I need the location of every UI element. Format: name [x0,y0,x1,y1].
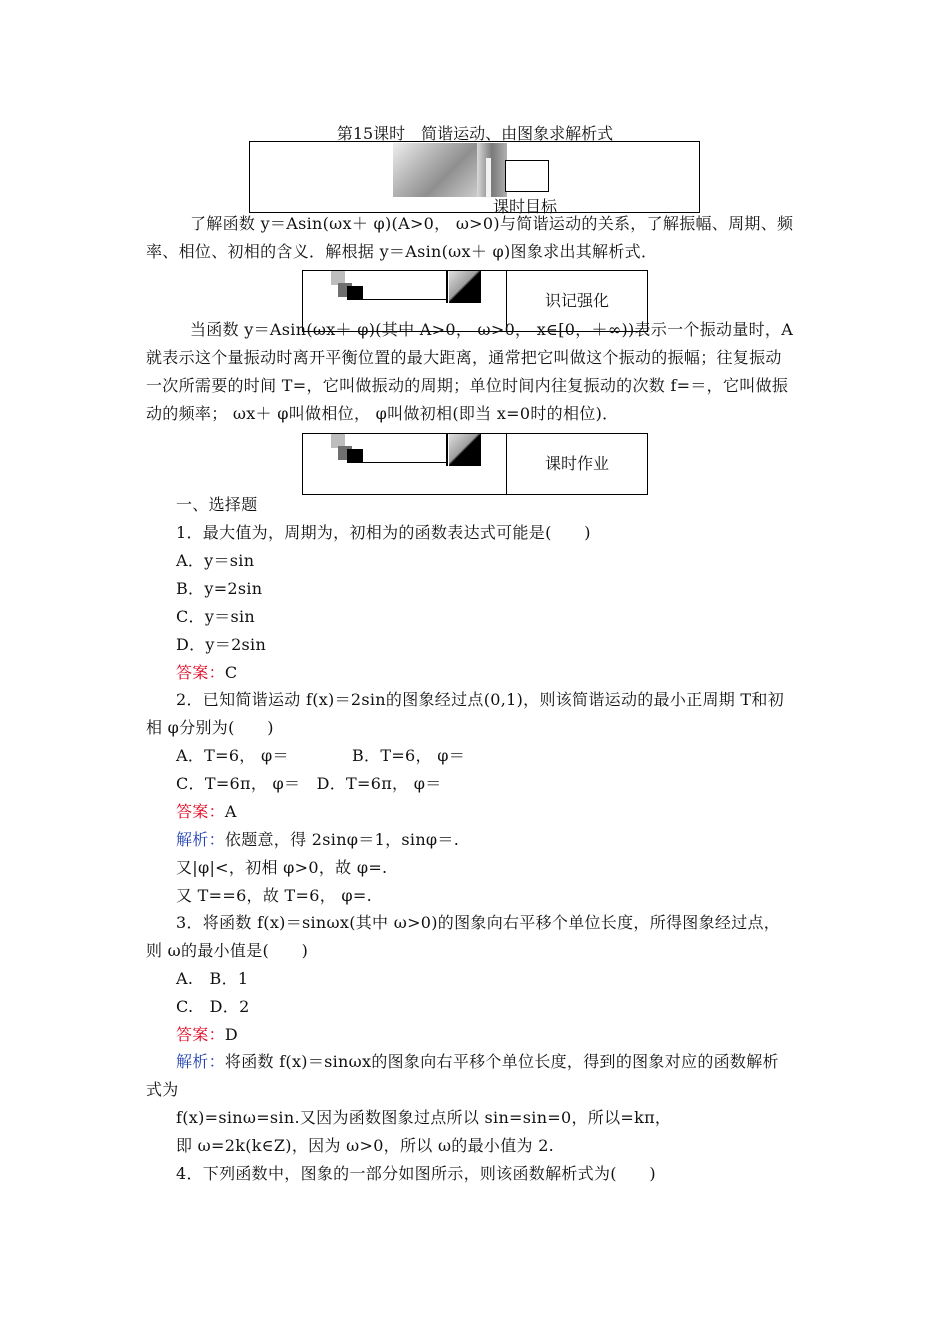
memo-line-4: 动的频率； ωx＋ φ叫做相位， φ叫做初相(即当 x=0时的相位)． [146,404,619,423]
q2-answer [176,802,237,822]
memo-line-1: 当函数 y＝Asin(ωx＋ φ)(其中 A>0， ω>0， x∈[0，＋∞))表示一个振动量时，A [190,320,794,339]
q3-stem-line-1: 3．将函数 f(x)＝sinωx(其中 ω>0)的图象向右平移个单位长度，所得图象经过点， [176,913,781,932]
q1-option-b: B．y=2sin [176,579,263,598]
section-heading: 一、选择题 [176,495,258,514]
q1-option-a: A．y＝sin [176,551,255,570]
goal-heading: 课时目标 [492,197,557,216]
q3-analysis-line-3: f(x)=sinω=sin.又因为函数图象过点所以 sin=sin=0，所以=kπ， [176,1108,672,1127]
header-decoration-bar [486,158,491,198]
answer-value: D [224,1025,239,1044]
q1-stem: 1．最大值为，周期为，初相为的函数表达式可能是( ) [176,523,591,542]
q2-option-b: B．T=6， φ＝ [352,746,466,765]
analysis-text: 将函数 f(x)＝sinωx的图象向右平移个单位长度，得到的图象对应的函数解析 [224,1052,779,1071]
decoration-square-icon [347,286,363,300]
q4-stem: 4．下列函数中，图象的一部分如图所示，则该函数解析式为( ) [176,1164,656,1183]
q3-option-cd: C. D．2 [176,997,250,1016]
header-decoration-image-2 [477,143,507,197]
answer-label: 答案： [176,802,225,821]
analysis-text: 依题意，得 2sinφ＝1，sinφ＝. [224,830,460,849]
q1-option-d: D．y＝2sin [176,635,267,654]
q2-analysis-line-3: 又 T==6，故 T=6， φ=. [176,886,372,905]
page-title: 第15课时 简谐运动、由图象求解析式 [336,124,614,143]
q3-option-ab: A. B．1 [176,969,249,988]
q3-analysis-line-1 [176,1052,779,1072]
q2-analysis-line-2: 又|φ|<，初相 φ>0，故 φ=. [176,858,388,877]
answer-value: C [224,663,238,682]
q3-analysis-line-2: 式为 [146,1080,179,1099]
intro-line-2: 率、相位、初相的含义．解根据 y＝Asin(ωx＋ φ)图象求出其解析式． [146,242,658,261]
q3-analysis-line-4: 即 ω=2k(k∈Z)，因为 ω>0，所以 ω的最小值为 2. [176,1136,555,1155]
q1-option-c: C．y＝sin [176,607,256,626]
homework-heading-box [302,433,648,495]
memo-line-3: 一次所需要的时间 T=，它叫做振动的周期；单位时间内往复振动的次数 f=＝，它叫做振 [146,376,789,395]
q2-stem-line-1: 2．已知简谐运动 f(x)＝2sin的图象经过点(0,1)，则该简谐运动的最小正周期 T和初 [176,690,784,709]
header-decoration-box [505,160,549,192]
q2-stem-line-2: 相 φ分别为( ) [146,718,274,737]
answer-label: 答案： [176,663,225,682]
analysis-label: 解析： [176,830,225,849]
header-decoration-image [393,143,481,197]
memo-line-2: 就表示这个量振动时离开平衡位置的最大距离，通常把它叫做这个振动的振幅；往复振动 [146,348,782,367]
answer-label: 答案： [176,1025,225,1044]
decoration-triangle-icon [449,271,481,303]
q1-answer [176,663,237,683]
q3-stem-line-2: 则 ω的最小值是( ) [146,941,309,960]
analysis-label: 解析： [176,1052,225,1071]
decoration-square-icon [347,449,363,463]
q3-answer [176,1025,238,1045]
q2-analysis-line-1 [176,830,459,850]
intro-line-1: 了解函数 y＝Asin(ωx＋ φ)(A>0， ω>0)与简谐运动的关系，了解振幅、周期、频 [190,214,794,233]
answer-value: A [224,802,237,821]
q2-option-cd: C．T=6π， φ＝ D．T=6π， φ＝ [176,774,442,793]
homework-heading: 课时作业 [544,454,609,473]
memo-heading: 识记强化 [544,291,609,310]
decoration-triangle-icon [449,434,481,466]
q2-option-a: A．T=6， φ＝ [176,746,289,765]
